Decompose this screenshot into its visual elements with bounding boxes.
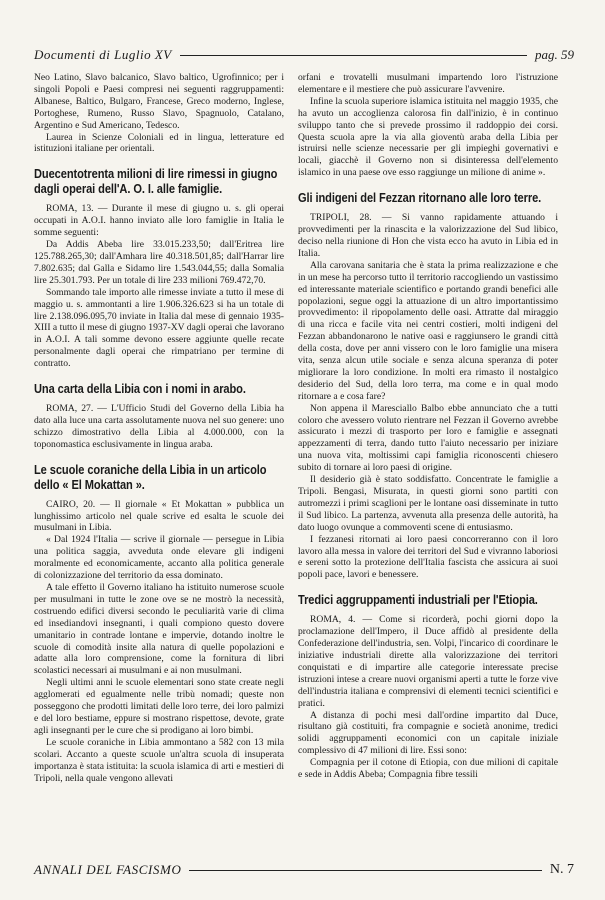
paragraph: Compagnia per il cotone di Etiopia, con due milioni di capitale e sede in Addis Abeba; Compagnia fibre tessili: [298, 757, 558, 781]
paragraph: A distanza di pochi mesi dall'ordine impartito dal Duce, risultano già costituiti, fra compagnie e società anonime, tredici solidi aggruppamenti economici con un capitale iniziale complessivo di 47 milioni di lire. Essi sono:: [298, 709, 558, 757]
paragraph: A tale effetto il Governo italiano ha istituito numerose scuole per musulmani in tutte le zone ove se ne mostrò la necessità, costruendo edifici diversi secondo le peculiarità varie di clima ed insediandovi insegnanti, i quali compiono questo dovere umanitario in contrade lontane e impervie, dotando inoltre le scuole di comodità insite alla natura di quelle popolazioni e adatte alla loro comprensione, come la fornitura di libri scolastici necessari ai musulmani e ai non musulmani.: [34, 582, 284, 677]
header-title: Documenti di Luglio XV: [34, 47, 172, 62]
paragraph: Alla carovana sanitaria che è stata la prima realizzazione e che in un mese ha percorso tutto il territorio raccogliendo un vastissimo ed interessante materiale scientifico e portando grandi benefici alle popolazioni, segue oggi la attuazione di un altro importantissimo provvedimento: il ripopolamento delle oasi. Attratte dal miraggio di una ricca e facile vita nei centri costieri, molti indigeni del Fezzan abbandonarono le native oasi e raggiunsero le grandi città della costa, dove per anni vissero con le loro famiglie una misera vita, senza alcun utile sociale e senza alcuna speranza di poter migliorare la loro condizione. In molti era rimasto il nostalgico desiderio del Sud, della loro terra, ma come e in qual modo ritornare a e cosa fare?: [298, 259, 558, 402]
paragraph: ROMA, 4. — Come si ricorderà, pochi giorni dopo la proclamazione dell'Impero, il Duce affidò al presidente della Confederazione dell'industria, sen. Volpi, l'incarico di coordinare le iniziative industriali dirette alla valorizzazione dei territori conquistati e di impartire alle categorie interessate precise istruzioni intese a creare nuovi organismi aperti a tutte le forze vive dell'industria italiana e comprensivi di elementi tecnici scientifici e pratici.: [298, 614, 558, 709]
paragraph: Non appena il Maresciallo Balbo ebbe annunciato che a tutti coloro che avessero voluto rientrare nel Fezzan il Governo avrebbe assicurato i mezzi di trasporto per loro e famiglie e assegnati appezzamenti di terra, dando tutto l'aiuto necessario per iniziare una nuova vita, moltissimi capi famiglia riconoscenti chiesero subito di tornare ai loro paesi di origine.: [298, 402, 558, 474]
left-column: [34, 72, 284, 784]
running-footer: [34, 860, 574, 880]
paragraph: orfani e trovatelli musulmani impartendo loro l'istruzione elementare e il mestiere che può assicurare l'avvenire.: [298, 72, 558, 95]
issue-number: N. 7: [549, 862, 574, 877]
footer-title: ANNALI DEL FASCISMO: [34, 862, 182, 877]
page-number: pag. 59: [535, 47, 574, 62]
paragraph: Neo Latino, Slavo balcanico, Slavo baltico, Ugrofinnico; per i singoli Popoli e Paesi compresi nei seguenti raggruppamenti: Albanese, Baltico, Bulgaro, Francese, Greco moderno, Inglese, Portoghese, Rumeno, Russo Slavo, Spagnuolo, Catalano, Argentino e Sud Americano, Tedesco.: [34, 72, 284, 131]
paragraph: « Dal 1924 l'Italia — scrive il giornale — persegue in Libia una politica saggia, avveduta onde elevare gli indigeni moralmente ed economicamente, accanto alla politica generale di colonizzazione del territorio da essa dominato.: [34, 534, 284, 582]
article-heading: Tredici aggruppamenti industriali per l'Etiopia.: [298, 593, 538, 608]
paragraph: Il desiderio già è stato soddisfatto. Concentrate le famiglie a Tripoli. Bengasi, Misurata, in questi giorni sono partiti con autromezzi i primi scaglioni per le lontane oasi disseminate in tutto il Sud libico. La partenza, avvenuta alla presenza delle autorità, ha dato luogo ovunque a commoventi scene di entusiasmo.: [298, 474, 558, 533]
paragraph: ROMA, 27. — L'Ufficio Studi del Governo della Libia ha dato alla luce una carta assolutamente nuova nel suo genere: uno schizzo dimostrativo della Libia al 4.000.000, con la toponomastica esclusivamente in lingua araba.: [34, 403, 284, 450]
footer-rule: [189, 870, 541, 871]
paragraph: Sommando tale importo alle rimesse inviate a tutto il mese di maggio u. s. ammontanti a lire 1.906.326.623 si ha un totale di lire 2.138.096.095,70 inviate in Italia dal mese di gennaio 1935-XIII a tutto il mese di giugno 1937-XV dagli operai che lavorano in A.O.I. A tali somme devono essere aggiunte quelle recate personalmente dagli operai che rimpatriano per termine di contratto.: [34, 286, 284, 370]
paragraph: Le scuole coraniche in Libia ammontano a 582 con 13 mila scolari. Accanto a queste scuole un'altra scuola di insuperata importanza è stata istituita: la scuola islamica di arti e mestieri di Tripoli, nella quale vengono allevati: [34, 736, 284, 784]
running-header: [34, 46, 574, 64]
article-heading: Duecentotrenta milioni di lire rimessi in giugno dagli operai dell'A. O. I. alle famiglie.: [34, 167, 278, 197]
paragraph: ROMA, 13. — Durante il mese di giugno u. s. gli operai occupati in A.O.I. hanno inviato alle loro famiglie in Italia le somme seguenti:: [34, 203, 284, 239]
article-heading: Una carta della Libia con i nomi in arabo.: [34, 382, 246, 397]
article-heading: Gli indigeni del Fezzan ritornano alle loro terre.: [298, 191, 542, 206]
right-column: [298, 72, 558, 781]
paragraph: TRIPOLI, 28. — Si vanno rapidamente attuando i provvedimenti per la rinascita e la valorizzazione del Sud libico, deciso nella riunione di Hon che vista ecco ha avuto in Libia ed in Italia.: [298, 212, 558, 259]
paragraph: CAIRO, 20. — Il giornale « Et Mokattan » pubblica un lunghissimo articolo nel quale scrive ed esalta le scuole dei musulmani in Libia.: [34, 498, 284, 534]
header-rule: [180, 55, 527, 56]
paragraph: Laurea in Scienze Coloniali ed in lingua, letterature ed istituzioni italiane per orientali.: [34, 131, 284, 155]
paragraph: I fezzanesi ritornati ai loro paesi concorreranno con il loro lavoro alla messa in valore dei territori del Sud e vivranno laboriosi e sereni sotto la protezione dell'Italia fascista che assicura ai suoi popoli pace, lavori e benessere.: [298, 533, 558, 581]
paragraph: Da Addis Abeba lire 33.015.233,50; dall'Eritrea lire 125.788.265,30; dall'Amhara lire 40.318.501,85; dall'Harrar lire 7.802.635; dal Galla e Sidamo lire 1.543.044,55; dalla Somalia lire 25.301.793. Per un totale di lire 233 milioni 769.472,70.: [34, 239, 284, 286]
paragraph: Infine la scuola superiore islamica istituita nel maggio 1935, che ha avuto un accoglienza calorosa fin dall'inizio, è in continuo sviluppo tanto che si prevede prossimo il raddoppio dei corsi. Questa scuola apre la via alla gioventù araba della Libia per istruirsi nelle scienze necessarie per gli impieghi governativi e locali, giacchè il Governo non si disinteressa dell'elemento islamico in una paese ove esso raggiunge un milione di anime ».: [298, 95, 558, 179]
article-heading: Le scuole coraniche della Libia in un articolo dello « El Mokattan ».: [34, 462, 267, 492]
paragraph: Negli ultimi anni le scuole elementari sono state create negli agglomerati ed egualmente nelle tribù nomadi; queste non posseggono che prodotti limitati delle loro terre, dei loro palmizi e del loro bestiame, eppure si mostrano rispettose, devote, grate agli insegnanti per le cure che si prodigano ai loro bimbi.: [34, 677, 284, 736]
